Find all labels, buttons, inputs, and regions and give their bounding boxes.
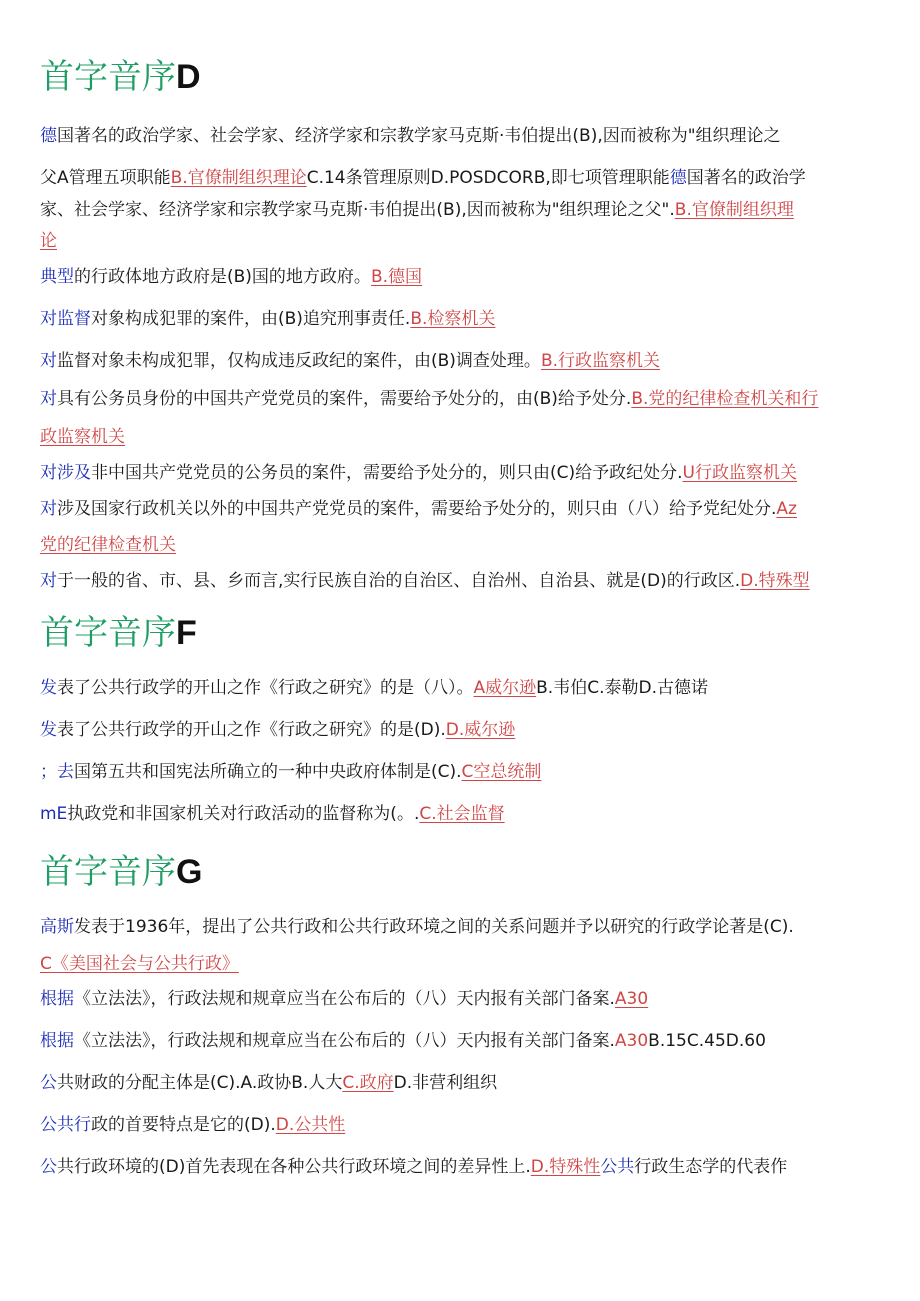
keyword-text: 典型: [40, 267, 74, 287]
answer-text: C.政府: [342, 1073, 394, 1093]
text-line: [40, 498, 797, 520]
answer-text: A威尔逊: [473, 678, 537, 698]
answer-text: C空总统制: [461, 762, 542, 782]
text-line: [40, 534, 176, 556]
body-text: 国著名的政治学家、社会学家、经济学家和宗教学家马克斯·韦伯提出(B),因而被称为"组织理论之: [57, 126, 781, 146]
text-line: [40, 167, 806, 189]
answer-text: C.社会监督: [419, 804, 505, 824]
section-heading-d: [40, 57, 201, 97]
section-heading-f: [40, 613, 197, 653]
text-line: [40, 988, 648, 1010]
body-text: 于一般的省、市、县、乡而言,实行民族自治的自治区、自治州、自治县、就是(D)的行政区.: [57, 571, 741, 591]
keyword-text: 对: [40, 389, 57, 409]
answer-text: B.德国: [370, 267, 423, 287]
body-text: 对象构成犯罪的案件，由(B)追究刑事责任.: [91, 309, 411, 329]
keyword-text: 根据: [40, 1031, 74, 1051]
body-text: 国著名的政治学: [686, 168, 806, 188]
heading-text: 首字音序: [40, 57, 176, 97]
answer-text: U行政监察机关: [682, 463, 797, 483]
answer-text: A30: [614, 1031, 649, 1051]
body-text: 表了公共行政学的开山之作《行政之研究》的是(D).: [57, 720, 446, 740]
text-line: [40, 570, 810, 592]
body-text: 家、社会学家、经济学家和宗教学家马克斯·韦伯提出(B),因而被称为"组织理论之父".: [40, 200, 675, 220]
keyword-text: 公: [40, 1073, 57, 1093]
keyword-text: 高斯: [40, 917, 74, 937]
heading-letter: G: [176, 853, 203, 891]
answer-text: D.威尔逊: [445, 720, 516, 740]
keyword-text: mE: [40, 804, 68, 824]
body-text: 发表于1936年，提出了公共行政和公共行政环境之间的关系问题并予以研究的行政学论著是(C).: [74, 917, 794, 937]
text-line: [40, 719, 515, 741]
answer-text: B.检察机关: [410, 309, 496, 329]
text-line: [40, 953, 239, 975]
keyword-text: 德: [669, 168, 687, 188]
text-line: [40, 266, 422, 288]
answer-text: Az: [776, 499, 797, 519]
body-text: 的行政体地方政府是(B)国的地方政府。: [74, 267, 371, 287]
body-text: 政的首要特点是它的(D).: [91, 1115, 276, 1135]
answer-text: D.特殊型: [740, 571, 810, 591]
answer-text: B.行政监察机关: [540, 351, 661, 371]
body-text: 涉及国家行政机关以外的中国共产党党员的案件，需要给予处分的，则只由（八）给予党纪处分.: [57, 499, 777, 519]
keyword-text: 对: [40, 499, 57, 519]
body-text: C.14条管理原则D.POSDCORB,即七项管理职能: [306, 168, 670, 188]
text-line: [40, 308, 495, 330]
text-line: [40, 350, 660, 372]
text-line: [40, 388, 818, 410]
keyword-text: 发: [40, 678, 57, 698]
body-text: B.15C.45D.60: [648, 1031, 766, 1051]
answer-text: A30: [614, 989, 649, 1009]
text-line: [40, 916, 794, 938]
keyword-text: 根据: [40, 989, 74, 1009]
keyword-text: 公共行: [40, 1115, 91, 1135]
body-text: 《立法法》，行政法规和规章应当在公布后的（八）天内报有关部门备案.: [74, 1031, 615, 1051]
heading-text: 首字音序: [40, 852, 176, 892]
text-line: [40, 462, 797, 484]
section-heading-g: [40, 852, 202, 892]
answer-text: C《美国社会与公共行政》: [40, 954, 239, 974]
text-line: [40, 761, 541, 783]
keyword-text: 对监督: [40, 309, 91, 329]
keyword-text: 德: [40, 126, 57, 146]
body-text: 共行政环境的(D)首先表现在各种公共行政环境之间的差异性上.: [57, 1157, 531, 1177]
heading-text: 首字音序: [40, 613, 176, 653]
body-text: 执政党和非国家机关对行政活动的监督称为(。.: [67, 804, 420, 824]
keyword-text: 公共: [600, 1157, 635, 1177]
keyword-text: 对: [40, 571, 57, 591]
text-line: [40, 125, 781, 147]
keyword-text: ；去: [40, 762, 74, 782]
body-text: 共财政的分配主体是(C).A.政协B.人大: [57, 1073, 343, 1093]
text-line: [40, 1156, 787, 1178]
keyword-text: 发: [40, 720, 57, 740]
text-line: [40, 1030, 766, 1052]
text-line: [40, 803, 505, 825]
body-text: 表了公共行政学的开山之作《行政之研究》的是（八）。: [57, 678, 474, 698]
text-line: [40, 1072, 497, 1094]
answer-text: 论: [40, 231, 57, 251]
keyword-text: 对: [40, 351, 57, 371]
body-text: B.韦伯C.泰勒D.古德诺: [536, 678, 708, 698]
text-line: [40, 230, 57, 252]
answer-text: 政监察机关: [40, 427, 125, 447]
body-text: D.非营利组织: [393, 1073, 498, 1093]
text-line: [40, 426, 125, 448]
body-text: 非中国共产党党员的公务员的案件，需要给予处分的，则只由(C)给予政纪处分.: [91, 463, 683, 483]
keyword-text: 对涉及: [40, 463, 91, 483]
body-text: 《立法法》，行政法规和规章应当在公布后的（八）天内报有关部门备案.: [74, 989, 615, 1009]
answer-text: B.官僚制组织理论: [170, 168, 307, 188]
body-text: 父A管理五项职能: [40, 168, 171, 188]
answer-text: D.特殊性: [530, 1157, 601, 1177]
text-line: [40, 677, 708, 699]
text-line: [40, 199, 794, 221]
body-text: 国第五共和国宪法所确立的一种中央政府体制是(C).: [74, 762, 462, 782]
answer-text: B.党的纪律检查机关和行: [631, 389, 819, 409]
body-text: 监督对象未构成犯罪，仅构成违反政纪的案件，由(B)调查处理。: [57, 351, 541, 371]
text-line: [40, 1114, 345, 1136]
answer-text: 党的纪律检查机关: [40, 535, 176, 555]
body-text: 具有公务员身份的中国共产党党员的案件，需要给予处分的，由(B)给予处分.: [57, 389, 632, 409]
body-text: 行政生态学的代表作: [634, 1157, 788, 1177]
answer-text: D.公共性: [275, 1115, 346, 1135]
keyword-text: 公: [40, 1157, 57, 1177]
heading-letter: D: [176, 58, 201, 96]
heading-letter: F: [176, 614, 197, 652]
answer-text: B.官僚制组织理: [674, 200, 794, 220]
